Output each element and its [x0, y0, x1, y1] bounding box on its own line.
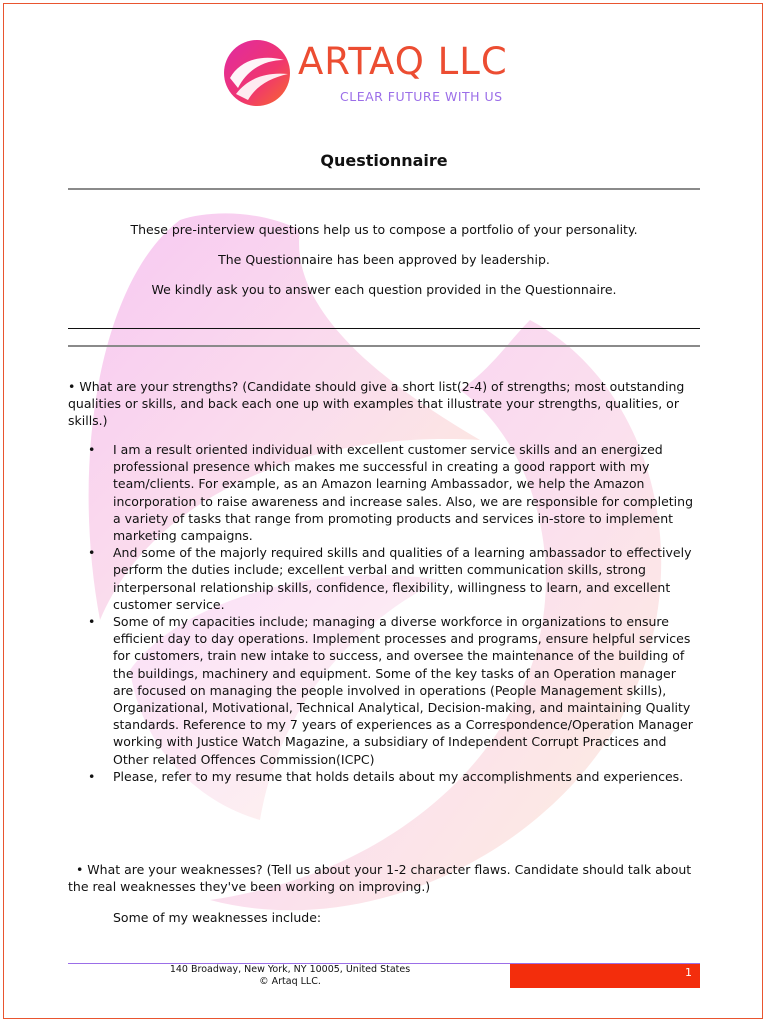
- letterhead: [0, 30, 768, 120]
- document-title: Questionnaire: [320, 151, 448, 170]
- question-weaknesses: • What are your weaknesses? (Tell us about your 1-2 character flaws. Candidate should talk about the real weaknesses they've been working on improving.): [68, 862, 696, 894]
- divider: [68, 188, 700, 190]
- brand-name: ARTAQ LLC: [298, 40, 508, 83]
- page-number: 1: [510, 964, 700, 988]
- question-strengths: • What are your strengths? (Candidate should give a short list(2-4) of strengths; most outstanding qualities or skills, and back each one up with examples that illustrate your strengths, qualities, or skills.): [68, 379, 685, 428]
- divider: [68, 345, 700, 347]
- footer-copyright: © Artaq LLC.: [259, 976, 321, 987]
- intro-line: These pre-interview questions help us to compose a portfolio of your personality.: [130, 222, 638, 237]
- strengths-answer-list: [88, 441, 700, 785]
- intro-line: The Questionnaire has been approved by leadership.: [218, 252, 550, 267]
- list-item: • Please, refer to my resume that holds details about my accomplishments and experiences.: [88, 768, 700, 785]
- artaq-logo-icon: [222, 38, 292, 108]
- intro-line: We kindly ask you to answer each question provided in the Questionnaire.: [151, 282, 617, 297]
- footer-address: 140 Broadway, New York, NY 10005, United States: [169, 964, 411, 975]
- weaknesses-answer-intro: Some of my weaknesses include:: [113, 910, 322, 925]
- list-item: • Some of my capacities include; managing a diverse workforce in organizations to ensure efficient day to day operations. Implement processes and programs, ensure helpful services for customers, train new intake to success, and oversee the maintenance of the building of the buildings, machinery and equipment. Some of the key tasks of an Operation manager are focused on managing the people involved in operations (People Management skills), Organizational, Motivational, Technical Analytical, Decision-making, and maintaining Quality standards. Reference to my 7 years of experiences as a Correspondence/Operation Manager working with Justice Watch Magazine, a subsidiary of Independent Corrupt Practices and Other related Offences Commission(ICPC): [88, 613, 700, 768]
- brand-tagline: CLEAR FUTURE WITH US: [340, 89, 503, 104]
- list-item: • And some of the majorly required skills and qualities of a learning ambassador to effectively perform the duties include; excellent verbal and written communication skills, strong interpersonal relationship skills, confidence, flexibility, willingness to learn, and excellent customer service.: [88, 544, 700, 613]
- divider: [68, 328, 700, 329]
- footer-address-block: [100, 964, 480, 988]
- list-item: • I am a result oriented individual with excellent customer service skills and an energized professional presence which makes me successful in creating a good rapport with my team/clients. For example, as an Amazon learning Ambassador, we help the Amazon incorporation to raise awareness and increase sales. Also, we are responsible for completing a variety of tasks that range from promoting products and services in-store to implement marketing campaigns.: [88, 441, 700, 544]
